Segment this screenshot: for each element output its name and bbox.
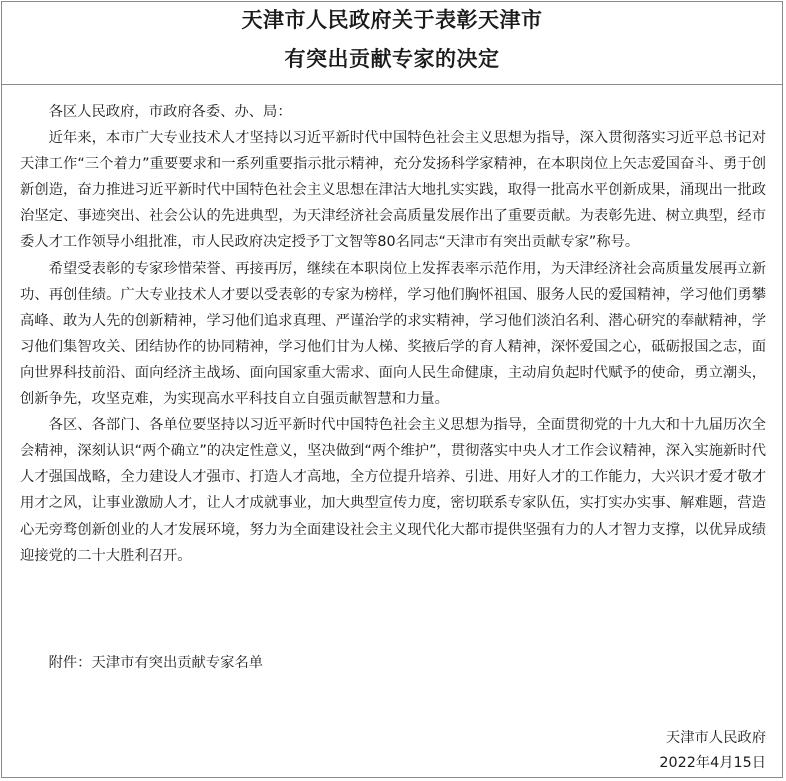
title-block (1, 1, 783, 85)
attachment-note: 附件：天津市有突出贡献专家名单 (48, 655, 264, 671)
issuer-name: 天津市人民政府 (665, 730, 766, 746)
document-title-line-1: 天津市人民政府关于表彰天津市 (241, 8, 543, 32)
document-body (20, 99, 766, 569)
salutation: 各区人民政府，市政府各委、办、局： (48, 104, 292, 120)
paragraph-3: 各区、各部门、各单位要坚持以习近平新时代中国特色社会主义思想为指导，全面贯彻党的十九大和十九届历次全会精神，深刻认识“两个确立”的决定性意义，坚决做到“两个维护”，贯彻落实中央人才工作会议精神，深入实施新时代人才强国战略，全力建设人才强市、打造人才高地，全方位提升培养、引进、用好人才的工作能力，大兴识才爱才敬才用才之风，让事业激励人才，让人才成就事业，加大典型宣传力度，密切联系专家队伍，实打实办实事、解难题，营造心无旁骛创新创业的人才发展环境，努力为全面建设社会主义现代化大都市提供坚强有力的人才智力支撑，以优异成绩迎接党的二十大胜利召开。 (20, 417, 766, 564)
signature-block (659, 726, 766, 776)
issue-date: 2022年4月15日 (659, 755, 766, 771)
document-title-line-2: 有突出贡献专家的决定 (284, 47, 500, 71)
paragraph-2: 希望受表彰的专家珍惜荣誉、再接再厉，继续在本职岗位上发挥表率示范作用，为天津经济社会高质量发展再立新功、再创佳绩。广大专业技术人才要以受表彰的专家为榜样，学习他们胸怀祖国、服务人民的爱国精神，学习他们勇攀高峰、敢为人先的创新精神，学习他们追求真理、严谨治学的求实精神，学习他们淡泊名利、潜心研究的奉献精神，学习他们集智攻关、团结协作的协同精神，学习他们甘为人梯、奖掖后学的育人精神，深怀爱国之心，砥砺报国之志，面向世界科技前沿、面向经济主战场、面向国家重大需求、面向人民生命健康，主动肩负起时代赋予的使命，勇立潮头，创新争先，攻坚克难，为实现高水平科技自立自强贡献智慧和力量。 (20, 260, 766, 408)
paragraph-1: 近年来，本市广大专业技术人才坚持以习近平新时代中国特色社会主义思想为指导，深入贯彻落实习近平总书记对天津工作“三个着力”重要要求和一系列重要指示批示精神，充分发扬科学家精神，在本职岗位上矢志爱国奋斗、勇于创新创造，奋力推进习近平新时代中国特色社会主义思想在津沽大地扎实实践，取得一批高水平创新成果，涌现出一批政治坚定、事迹突出、社会公认的先进典型，为天津经济社会高质量发展作出了重要贡献。为表彰先进、树立典型，经市委人才工作领导小组批准，市人民政府决定授予丁文智等80名同志“天津市有突出贡献专家”称号。 (20, 130, 766, 251)
